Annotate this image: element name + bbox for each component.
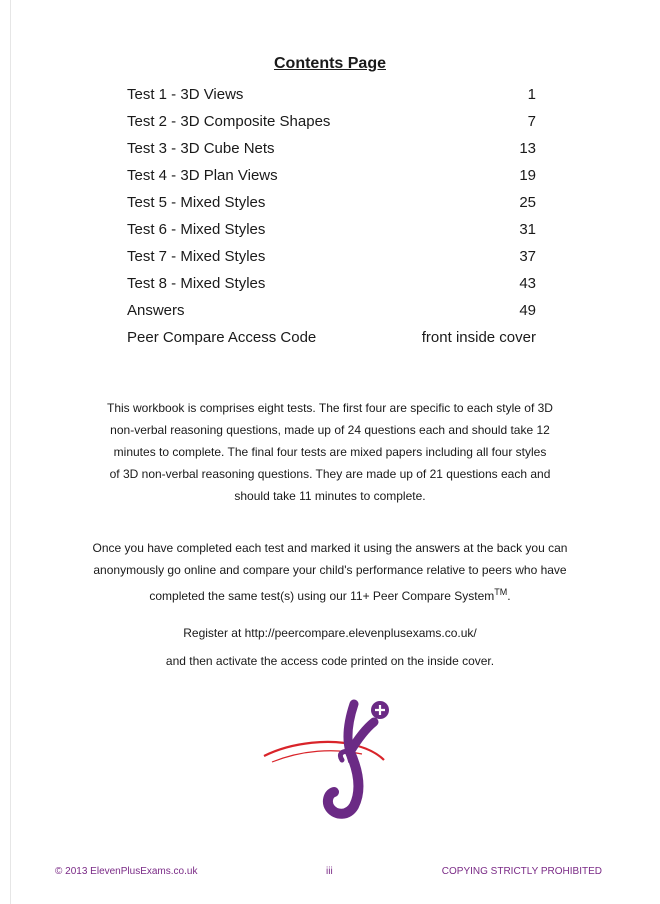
toc-label: Test 4 - 3D Plan Views [127,167,278,184]
activate-line: and then activate the access code printed on the inside cover. [165,654,495,668]
toc-page: 37 [519,248,536,265]
toc-page: 7 [527,113,536,130]
intro-paragraph [40,397,620,507]
toc-label: Test 7 - Mixed Styles [127,248,266,265]
peer-line: anonymously go online and compare your child's performance relative to peers who have [93,563,567,577]
toc-entry [127,302,536,329]
toc-page: 19 [519,167,536,184]
logo-figure-arm [348,704,374,752]
page-footer [0,866,660,882]
toc-page: 31 [519,221,536,238]
toc-page: 43 [519,275,536,292]
toc-entry [127,113,536,140]
peer-line-end: . [507,589,511,603]
toc-label: Test 6 - Mixed Styles [127,221,266,238]
intro-line: minutes to complete. The final four tests are mixed papers including all four styles [113,445,547,459]
peer-line-text: completed the same test(s) using our 11+ Peer Compare System [149,589,495,603]
toc-page: 13 [519,140,536,157]
toc-page: 49 [519,302,536,319]
toc-label: Peer Compare Access Code [127,329,317,346]
toc-entry [127,221,536,248]
toc-label: Test 2 - 3D Composite Shapes [127,113,331,130]
toc-entry [127,140,536,167]
footer-notice: COPYING STRICTLY PROHIBITED [441,866,602,877]
peer-line: Once you have completed each test and marked it using the answers at the back you can [92,541,568,555]
toc-entry [127,248,536,275]
toc-entry [127,194,536,221]
page-edge [10,0,11,904]
toc-page: 25 [519,194,536,211]
toc-label: Answers [127,302,185,319]
toc-label: Test 8 - Mixed Styles [127,275,266,292]
toc-entry [127,167,536,194]
intro-line: of 3D non-verbal reasoning questions. They are made up of 21 questions each and [109,467,551,481]
toc-entry [127,329,536,356]
toc-label: Test 1 - 3D Views [127,86,244,103]
page-title: Contents Page [273,55,386,72]
toc-page: 1 [527,86,536,103]
toc-label: Test 5 - Mixed Styles [127,194,266,211]
peer-line [40,581,620,607]
intro-line: non-verbal reasoning questions, made up of 24 questions each and should take 12 [110,423,550,437]
toc-entry [127,86,536,113]
contents-list [127,86,536,356]
toc-entry [127,275,536,302]
peer-compare-paragraph [40,537,620,607]
intro-line: This workbook is comprises eight tests. The first four are specific to each style of 3D [107,401,553,415]
footer-page-number: iii [326,866,333,877]
toc-page: front inside cover [421,329,536,346]
elevenplus-logo [262,690,402,820]
toc-label: Test 3 - 3D Cube Nets [127,140,275,157]
register-line: Register at http://peercompare.elevenplusexams.co.uk/ [183,626,477,640]
trademark-mark: TM [494,587,508,597]
intro-line: should take 11 minutes to complete. [234,489,426,503]
footer-copyright: © 2013 ElevenPlusExams.co.uk [55,866,198,877]
